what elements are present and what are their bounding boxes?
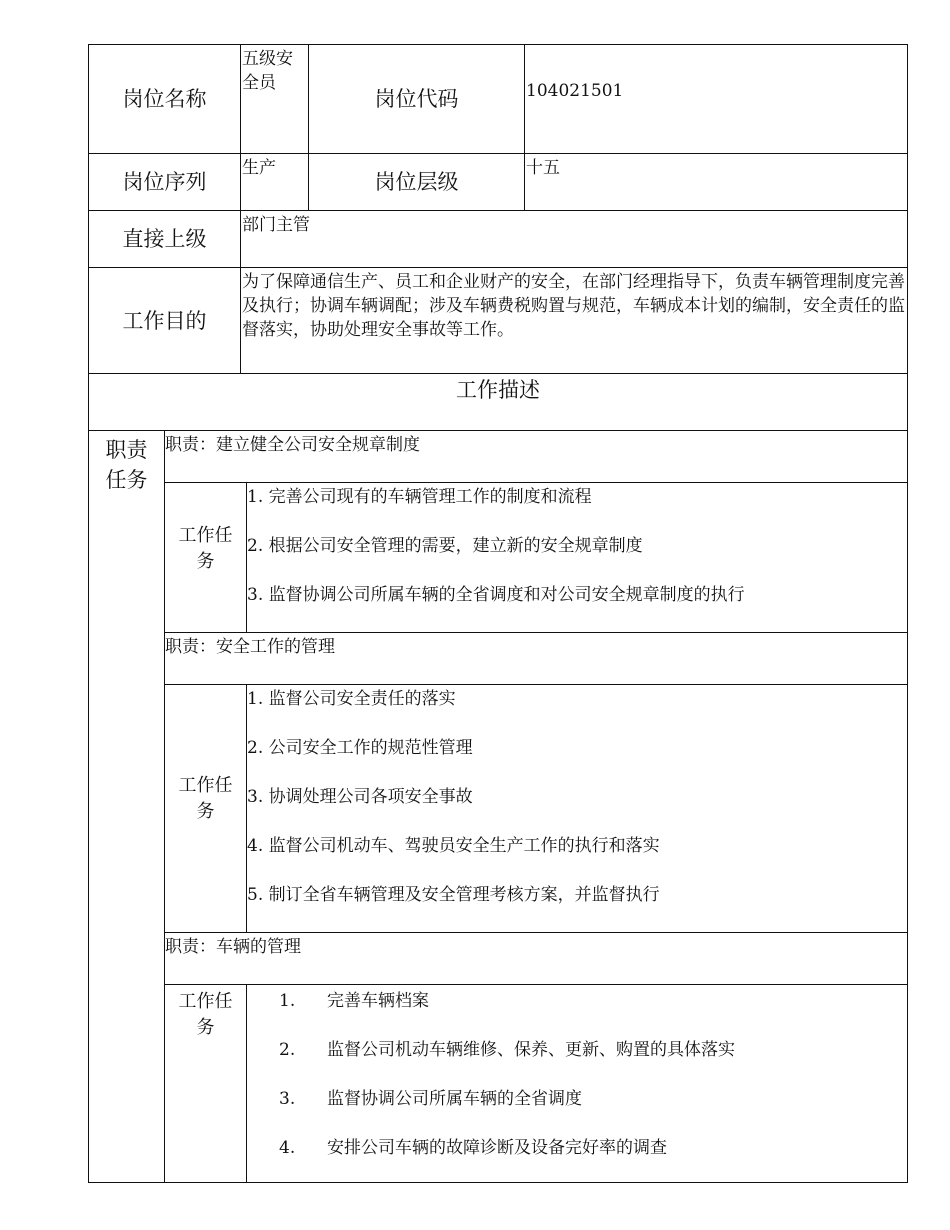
task-item: 5. 制订全省车辆管理及安全管理考核方案，并监督执行: [247, 885, 660, 905]
row-description-title: [89, 374, 908, 431]
task-text: 安排公司车辆的故障诊断及设备完好率的调查: [327, 1138, 667, 1158]
duties-label-text: 职责任务: [105, 438, 148, 492]
row-responsibility-2: [89, 633, 908, 685]
row-superior: [89, 211, 908, 268]
task-item: [247, 1038, 907, 1062]
task-text: 完善车辆档案: [327, 991, 429, 1011]
row-post-name: [89, 45, 908, 154]
post-series-value: 生产: [241, 154, 309, 211]
post-code-label: 岗位代码: [309, 45, 525, 154]
superior-label: 直接上级: [89, 211, 241, 268]
task-item: 4. 监督公司机动车、驾驶员安全生产工作的执行和落实: [247, 836, 660, 856]
task-list-3-cell: [247, 985, 908, 1183]
task-label-2: [165, 685, 247, 933]
post-name-value: 五级安全员: [241, 45, 309, 154]
task-item: 1. 监督公司安全责任的落实: [247, 689, 456, 709]
row-post-series: [89, 154, 908, 211]
row-purpose: [89, 268, 908, 374]
task-text: 监督公司机动车辆维修、保养、更新、购置的具体落实: [327, 1040, 735, 1060]
task-list-1: [247, 485, 907, 607]
responsibility-1: 职责：建立健全公司安全规章制度: [165, 431, 908, 483]
row-tasks-2: [89, 685, 908, 933]
task-number: 4.: [279, 1138, 296, 1158]
task-number: 1.: [279, 991, 296, 1011]
description-title: 工作描述: [89, 374, 908, 431]
task-item: [247, 1136, 907, 1160]
task-item: 2. 公司安全工作的规范性管理: [247, 738, 473, 758]
responsibility-3: 职责：车辆的管理: [165, 933, 908, 985]
post-name-label: 岗位名称: [89, 45, 241, 154]
task-list-1-cell: [247, 483, 908, 633]
row-responsibility-1: [89, 431, 908, 483]
task-number: 3.: [279, 1089, 296, 1109]
task-item: 1. 完善公司现有的车辆管理工作的制度和流程: [247, 487, 592, 507]
task-item: [247, 989, 907, 1013]
task-item: 3. 监督协调公司所属车辆的全省调度和对公司安全规章制度的执行: [247, 585, 745, 605]
task-text: 监督协调公司所属车辆的全省调度: [327, 1089, 582, 1109]
task-label-3: [165, 985, 247, 1183]
row-tasks-1: [89, 483, 908, 633]
task-label-1-text: 工作任务: [178, 524, 233, 572]
task-item: 2. 根据公司安全管理的需要，建立新的安全规章制度: [247, 536, 643, 556]
purpose-value: 为了保障通信生产、员工和企业财产的安全，在部门经理指导下，负责车辆管理制度完善及执行；协调车辆调配；涉及车辆费税购置与规范，车辆成本计划的编制，安全责任的监督落实，协助处理安全事故等工作。: [241, 268, 908, 374]
post-level-label: 岗位层级: [309, 154, 525, 211]
task-number: 2.: [279, 1040, 296, 1060]
task-list-3: [247, 989, 907, 1160]
task-item: [247, 1087, 907, 1111]
task-label-3-text: 工作任务: [178, 991, 233, 1038]
row-responsibility-3: [89, 933, 908, 985]
task-label-2-text: 工作任务: [178, 774, 233, 822]
task-label-1: [165, 483, 247, 633]
post-series-label: 岗位序列: [89, 154, 241, 211]
duties-label: [89, 431, 165, 1183]
responsibility-2: 职责：安全工作的管理: [165, 633, 908, 685]
row-tasks-3: [89, 985, 908, 1183]
task-item: 3. 协调处理公司各项安全事故: [247, 787, 473, 807]
task-list-2-cell: [247, 685, 908, 933]
job-description-table: [88, 44, 908, 1183]
purpose-label: 工作目的: [89, 268, 241, 374]
task-list-2: [247, 687, 907, 907]
superior-value: 部门主管: [241, 211, 908, 268]
post-level-value: 十五: [525, 154, 908, 211]
post-code-value: 104021501: [525, 45, 908, 154]
